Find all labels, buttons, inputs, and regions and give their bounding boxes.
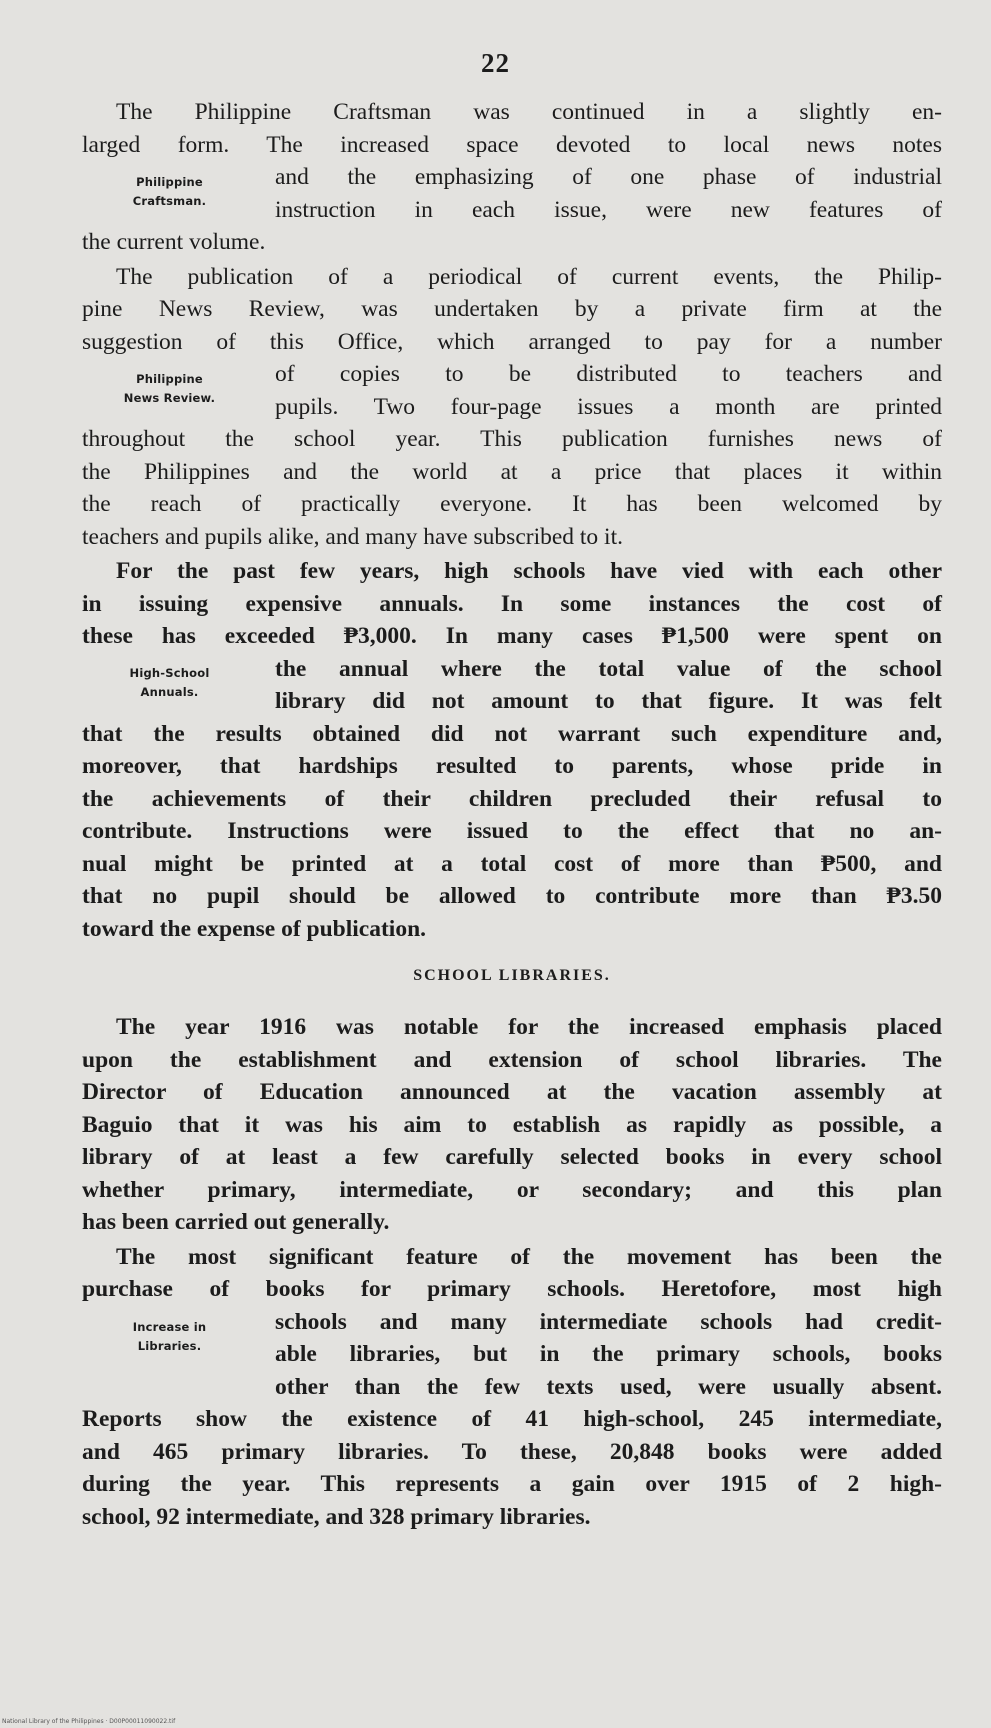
text-line: throughout the school year. This publication furnishes news of: [82, 426, 942, 452]
scan-footer: National Library of the Philippines · D00P00011090022.tif: [2, 1718, 176, 1725]
text-line: purchase of books for primary schools. Heretofore, most high: [82, 1276, 942, 1302]
text-line: The publication of a periodical of current events, the Philip-: [116, 263, 942, 290]
text-line: the current volume.: [82, 229, 266, 255]
text-line: instruction in each issue, were new features of: [275, 196, 942, 223]
text-line: these has exceeded ₱3,000. In many cases ₱1,500 were spent on: [82, 623, 942, 649]
text-line: The year 1916 was notable for the increased emphasis placed: [116, 1014, 942, 1040]
text-line: nual might be printed at a total cost of more than ₱500, and: [82, 850, 942, 877]
text-line: library did not amount to that figure. It was felt: [275, 688, 942, 714]
sidenote-increase-in-libraries: Increase in Libraries.: [132, 1319, 207, 1353]
text-line: upon the establishment and extension of school libraries. The: [82, 1046, 942, 1073]
text-line: contribute. Instructions were issued to the effect that no an-: [82, 818, 942, 844]
paragraph-news-review: [82, 261, 942, 554]
text-line: For the past few years, high schools have vied with each other: [116, 558, 942, 584]
text-line: and the emphasizing of one phase of industrial: [275, 164, 942, 190]
sidenote-high-school-annuals: High-School Annuals.: [129, 666, 210, 699]
text-line: The most significant feature of the movement has been the: [116, 1243, 942, 1270]
section-heading: SCHOOL LIBRARIES.: [413, 967, 611, 984]
text-line: moreover, that hardships resulted to parents, whose pride in: [82, 753, 942, 779]
paragraph-annuals: [82, 555, 942, 945]
text-line: pine News Review, was undertaken by a private firm at the: [82, 296, 942, 322]
text-line: other than the few texts used, were usually absent.: [275, 1373, 942, 1400]
text-line: whether primary, intermediate, or secondary; and this plan: [82, 1176, 942, 1203]
text-line: during the year. This represents a gain over 1915 of 2 high-: [82, 1471, 942, 1497]
text-line: of copies to be distributed to teachers and: [275, 361, 942, 387]
paragraph-libraries-emphasis: [82, 1011, 942, 1239]
text-line: and 465 primary libraries. To these, 20,848 books were added: [82, 1438, 942, 1465]
text-line: library of at least a few carefully selected books in every school: [82, 1144, 942, 1170]
paragraph-craftsman: [82, 96, 942, 259]
text-line: The Philippine Craftsman was continued in a slightly en-: [116, 99, 942, 125]
text-line: schools and many intermediate schools had credit-: [275, 1308, 942, 1335]
text-line: the reach of practically everyone. It has been welcomed by: [82, 491, 942, 517]
text-line: the Philippines and the world at a price that places it within: [82, 458, 942, 485]
text-line: larged form. The increased space devoted to local news notes: [82, 131, 942, 158]
paragraph-increase-libraries: [82, 1241, 942, 1534]
text-line: the achievements of their children precluded their refusal to: [82, 785, 942, 812]
text-line: school, 92 intermediate, and 328 primary libraries.: [82, 1503, 591, 1530]
text-line: toward the expense of publication.: [82, 915, 427, 942]
text-line: Director of Education announced at the vacation assembly at: [82, 1079, 942, 1105]
text-line: able libraries, but in the primary schools, books: [275, 1341, 942, 1367]
text-line: that no pupil should be allowed to contribute more than ₱3.50: [82, 883, 942, 909]
sidenote-philippine-news-review: Philippine News Review.: [123, 371, 216, 405]
text-line: the annual where the total value of the school: [275, 655, 942, 682]
page-body: [82, 96, 942, 1533]
text-line: that the results obtained did not warrant such expenditure and,: [82, 720, 942, 747]
text-line: in issuing expensive annuals. In some instances the cost of: [82, 590, 942, 617]
text-line: pupils. Two four-page issues a month are printed: [275, 393, 942, 420]
sidenote-philippine-craftsman: Philippine Craftsman.: [132, 175, 207, 208]
text-line: has been carried out generally.: [82, 1209, 390, 1235]
text-line: Baguio that it was his aim to establish as rapidly as possible, a: [82, 1111, 942, 1138]
page-number: 22: [481, 48, 510, 78]
text-line: Reports show the existence of 41 high-school, 245 intermediate,: [82, 1406, 942, 1432]
text-line: suggestion of this Office, which arranged to pay for a number: [82, 328, 942, 355]
text-line: teachers and pupils alike, and many have subscribed to it.: [82, 523, 623, 550]
